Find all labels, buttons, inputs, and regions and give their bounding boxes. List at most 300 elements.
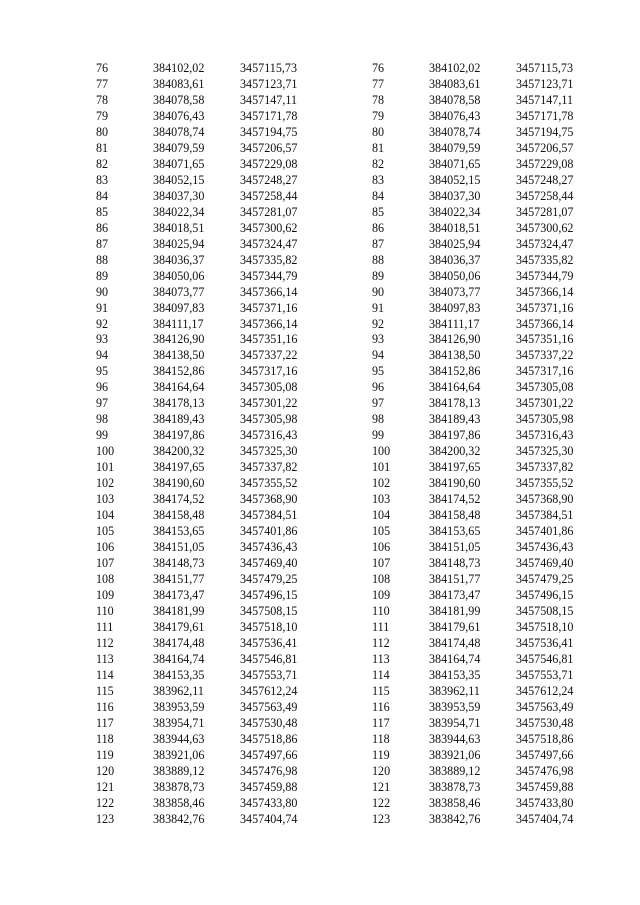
- point-number: 122: [96, 795, 115, 810]
- table-row: [88, 380, 320, 396]
- table-row: [364, 141, 596, 157]
- table-row: [88, 636, 320, 652]
- table-row: [364, 348, 596, 364]
- x-coordinate: 384189,43: [429, 412, 481, 427]
- table-row: [364, 812, 596, 828]
- x-coordinate: 384138,50: [429, 348, 481, 363]
- table-row: [88, 61, 320, 77]
- x-coordinate: 384102,02: [153, 61, 205, 75]
- y-coordinate: 3457335,82: [240, 252, 298, 267]
- x-coordinate: 384200,32: [153, 444, 205, 459]
- table-row: [88, 125, 320, 141]
- point-number: 117: [96, 715, 114, 730]
- table-row: [88, 684, 320, 700]
- x-coordinate: 384073,77: [429, 284, 481, 299]
- x-coordinate: 384174,48: [153, 635, 205, 650]
- point-number: 109: [96, 587, 115, 602]
- y-coordinate: 3457476,98: [516, 763, 574, 778]
- point-number: 94: [372, 348, 385, 363]
- table-row: [88, 157, 320, 173]
- y-coordinate: 3457368,90: [516, 492, 574, 507]
- point-number: 123: [372, 811, 391, 826]
- y-coordinate: 3457355,52: [516, 476, 574, 491]
- y-coordinate: 3457366,14: [240, 284, 298, 299]
- table-row: [88, 492, 320, 508]
- x-coordinate: 383889,12: [153, 763, 205, 778]
- table-row: [364, 716, 596, 732]
- y-coordinate: 3457518,10: [240, 619, 298, 634]
- x-coordinate: 383953,59: [429, 699, 481, 714]
- x-coordinate: 384151,05: [153, 540, 205, 555]
- point-number: 106: [372, 540, 391, 555]
- x-coordinate: 384083,61: [429, 76, 481, 91]
- y-coordinate: 3457553,71: [516, 667, 574, 682]
- y-coordinate: 3457325,30: [240, 444, 298, 459]
- y-coordinate: 3457518,86: [516, 731, 574, 746]
- point-number: 83: [96, 172, 109, 187]
- point-number: 82: [96, 156, 109, 171]
- point-number: 88: [372, 252, 385, 267]
- table-row: [364, 109, 596, 125]
- y-coordinate: 3457401,86: [516, 524, 574, 539]
- y-coordinate: 3457316,43: [240, 428, 298, 443]
- x-coordinate: 384025,94: [153, 236, 205, 251]
- point-number: 82: [372, 156, 385, 171]
- y-coordinate: 3457459,88: [240, 779, 298, 794]
- x-coordinate: 384151,05: [429, 540, 481, 555]
- point-number: 81: [96, 140, 109, 155]
- table-row: [88, 109, 320, 125]
- table-row: [364, 780, 596, 796]
- table-row: [88, 301, 320, 317]
- table-row: [364, 285, 596, 301]
- point-number: 116: [96, 699, 114, 714]
- x-coordinate: 384050,06: [429, 268, 481, 283]
- table-row: [364, 700, 596, 716]
- table-row: [88, 93, 320, 109]
- point-number: 92: [96, 316, 109, 331]
- point-number: 113: [372, 651, 390, 666]
- point-number: 95: [96, 364, 109, 379]
- point-number: 90: [372, 284, 385, 299]
- x-coordinate: 384083,61: [153, 76, 205, 91]
- table-row: [364, 460, 596, 476]
- y-coordinate: 3457384,51: [516, 508, 574, 523]
- table-row: [364, 317, 596, 333]
- point-number: 98: [96, 412, 109, 427]
- x-coordinate: 383842,76: [429, 811, 481, 826]
- y-coordinate: 3457258,44: [240, 188, 298, 203]
- table-row: [364, 620, 596, 636]
- table-row: [364, 636, 596, 652]
- y-coordinate: 3457536,41: [516, 635, 574, 650]
- table-row: [88, 253, 320, 269]
- x-coordinate: 384197,86: [429, 428, 481, 443]
- y-coordinate: 3457248,27: [240, 172, 298, 187]
- point-number: 109: [372, 587, 391, 602]
- point-number: 120: [372, 763, 391, 778]
- point-number: 107: [96, 556, 115, 571]
- table-row: [364, 237, 596, 253]
- point-number: 115: [96, 683, 114, 698]
- point-number: 108: [372, 572, 391, 586]
- x-coordinate: 383921,06: [429, 747, 481, 762]
- point-number: 76: [372, 61, 385, 75]
- x-coordinate: 384126,90: [429, 332, 481, 347]
- y-coordinate: 3457344,79: [516, 268, 574, 283]
- point-number: 94: [96, 348, 109, 363]
- table-row: [364, 524, 596, 540]
- x-coordinate: 384071,65: [429, 156, 481, 171]
- point-number: 103: [372, 492, 391, 507]
- y-coordinate: 3457518,10: [516, 619, 574, 634]
- table-row: [364, 572, 596, 588]
- y-coordinate: 3457305,98: [516, 412, 574, 427]
- x-coordinate: 384200,32: [429, 444, 481, 459]
- point-number: 101: [372, 460, 391, 475]
- y-coordinate: 3457351,16: [516, 332, 574, 347]
- table-row: [88, 396, 320, 412]
- x-coordinate: 384148,73: [429, 556, 481, 571]
- y-coordinate: 3457508,15: [516, 603, 574, 618]
- table-row: [88, 173, 320, 189]
- point-number: 118: [96, 731, 114, 746]
- x-coordinate: 383842,76: [153, 811, 205, 826]
- x-coordinate: 384164,74: [429, 651, 481, 666]
- y-coordinate: 3457229,08: [240, 156, 298, 171]
- y-coordinate: 3457351,16: [240, 332, 298, 347]
- point-number: 100: [372, 444, 391, 459]
- point-number: 87: [96, 236, 109, 251]
- table-row: [364, 396, 596, 412]
- table-row: [88, 189, 320, 205]
- y-coordinate: 3457530,48: [516, 715, 574, 730]
- table-row: [88, 780, 320, 796]
- y-coordinate: 3457171,78: [516, 108, 574, 123]
- point-number: 79: [372, 108, 385, 123]
- x-coordinate: 384178,13: [153, 396, 205, 411]
- x-coordinate: 384158,48: [429, 508, 481, 523]
- y-coordinate: 3457335,82: [516, 252, 574, 267]
- table-row: [364, 492, 596, 508]
- point-number: 91: [96, 300, 109, 315]
- x-coordinate: 383954,71: [153, 715, 205, 730]
- x-coordinate: 384138,50: [153, 348, 205, 363]
- x-coordinate: 383962,11: [153, 683, 204, 698]
- x-coordinate: 384037,30: [153, 188, 205, 203]
- point-number: 85: [372, 204, 385, 219]
- table-row: [88, 556, 320, 572]
- x-coordinate: 384164,74: [153, 651, 205, 666]
- table-row: [88, 588, 320, 604]
- point-number: 86: [96, 220, 109, 235]
- point-number: 79: [96, 108, 109, 123]
- table-row: [88, 476, 320, 492]
- x-coordinate: 384078,74: [153, 124, 205, 139]
- table-row: [364, 93, 596, 109]
- y-coordinate: 3457147,11: [240, 92, 297, 107]
- table-row: [364, 332, 596, 348]
- y-coordinate: 3457497,66: [516, 747, 574, 762]
- point-number: 112: [96, 635, 114, 650]
- y-coordinate: 3457337,82: [516, 460, 574, 475]
- table-row: [364, 652, 596, 668]
- x-coordinate: 384197,65: [153, 460, 205, 475]
- x-coordinate: 384174,48: [429, 635, 481, 650]
- y-coordinate: 3457479,25: [516, 572, 574, 586]
- x-coordinate: 384036,37: [153, 252, 205, 267]
- point-number: 86: [372, 220, 385, 235]
- point-number: 80: [96, 124, 109, 139]
- y-coordinate: 3457459,88: [516, 779, 574, 794]
- y-coordinate: 3457206,57: [240, 140, 298, 155]
- point-number: 92: [372, 316, 385, 331]
- y-coordinate: 3457115,73: [516, 61, 573, 75]
- y-coordinate: 3457496,15: [516, 587, 574, 602]
- table-row: [364, 668, 596, 684]
- point-number: 117: [372, 715, 390, 730]
- y-coordinate: 3457324,47: [240, 236, 298, 251]
- x-coordinate: 384037,30: [429, 188, 481, 203]
- table-row: [88, 77, 320, 93]
- table-row: [88, 444, 320, 460]
- table-row: [364, 444, 596, 460]
- table-row: [88, 269, 320, 285]
- y-coordinate: 3457612,24: [516, 683, 574, 698]
- y-coordinate: 3457123,71: [516, 76, 574, 91]
- x-coordinate: 384181,99: [429, 603, 481, 618]
- table-row: [364, 604, 596, 620]
- x-coordinate: 384022,34: [153, 204, 205, 219]
- point-number: 88: [96, 252, 109, 267]
- y-coordinate: 3457479,25: [240, 572, 298, 586]
- point-number: 113: [96, 651, 114, 666]
- table-row: [364, 508, 596, 524]
- point-number: 121: [372, 779, 391, 794]
- table-row: [364, 748, 596, 764]
- x-coordinate: 384197,65: [429, 460, 481, 475]
- point-number: 91: [372, 300, 385, 315]
- y-coordinate: 3457300,62: [516, 220, 574, 235]
- x-coordinate: 384076,43: [153, 108, 205, 123]
- x-coordinate: 383878,73: [429, 779, 481, 794]
- table-row: [88, 317, 320, 333]
- point-number: 111: [96, 619, 114, 634]
- y-coordinate: 3457508,15: [240, 603, 298, 618]
- table-row: [88, 205, 320, 221]
- x-coordinate: 383878,73: [153, 779, 205, 794]
- x-coordinate: 383962,11: [429, 683, 480, 698]
- y-coordinate: 3457194,75: [516, 124, 574, 139]
- y-coordinate: 3457384,51: [240, 508, 298, 523]
- x-coordinate: 383944,63: [153, 731, 205, 746]
- x-coordinate: 384025,94: [429, 236, 481, 251]
- table-row: [364, 476, 596, 492]
- x-coordinate: 384079,59: [153, 140, 205, 155]
- x-coordinate: 384052,15: [429, 172, 481, 187]
- y-coordinate: 3457337,82: [240, 460, 298, 475]
- y-coordinate: 3457171,78: [240, 108, 298, 123]
- x-coordinate: 384036,37: [429, 252, 481, 267]
- x-coordinate: 384097,83: [153, 300, 205, 315]
- point-number: 93: [372, 332, 385, 347]
- x-coordinate: 384153,65: [153, 524, 205, 539]
- x-coordinate: 384022,34: [429, 204, 481, 219]
- x-coordinate: 384174,52: [429, 492, 481, 507]
- y-coordinate: 3457248,27: [516, 172, 574, 187]
- y-coordinate: 3457229,08: [516, 156, 574, 171]
- x-coordinate: 384076,43: [429, 108, 481, 123]
- x-coordinate: 384079,59: [429, 140, 481, 155]
- x-coordinate: 384179,61: [429, 619, 481, 634]
- y-coordinate: 3457469,40: [240, 556, 298, 571]
- point-number: 89: [372, 268, 385, 283]
- x-coordinate: 384173,47: [429, 587, 481, 602]
- x-coordinate: 384197,86: [153, 428, 205, 443]
- x-coordinate: 384078,58: [153, 92, 205, 107]
- x-coordinate: 384102,02: [429, 61, 481, 75]
- point-number: 119: [372, 747, 390, 762]
- point-number: 90: [96, 284, 109, 299]
- point-number: 101: [96, 460, 115, 475]
- point-number: 104: [96, 508, 115, 523]
- point-number: 104: [372, 508, 391, 523]
- y-coordinate: 3457194,75: [240, 124, 298, 139]
- y-coordinate: 3457337,22: [516, 348, 574, 363]
- table-row: [88, 668, 320, 684]
- table-row: [88, 364, 320, 380]
- point-number: 106: [96, 540, 115, 555]
- y-coordinate: 3457404,74: [516, 811, 574, 826]
- table-row: [88, 428, 320, 444]
- x-coordinate: 384126,90: [153, 332, 205, 347]
- point-number: 114: [372, 667, 390, 682]
- coordinate-table-left: [88, 61, 320, 828]
- table-row: [88, 237, 320, 253]
- x-coordinate: 383953,59: [153, 699, 205, 714]
- y-coordinate: 3457563,49: [516, 699, 574, 714]
- y-coordinate: 3457301,22: [516, 396, 574, 411]
- y-coordinate: 3457305,98: [240, 412, 298, 427]
- y-coordinate: 3457371,16: [240, 300, 298, 315]
- table-row: [364, 221, 596, 237]
- x-coordinate: 384151,77: [429, 572, 481, 586]
- x-coordinate: 384071,65: [153, 156, 205, 171]
- table-row: [88, 620, 320, 636]
- y-coordinate: 3457355,52: [240, 476, 298, 491]
- point-number: 81: [372, 140, 385, 155]
- table-row: [88, 221, 320, 237]
- y-coordinate: 3457401,86: [240, 524, 298, 539]
- x-coordinate: 384152,86: [429, 364, 481, 379]
- point-number: 84: [372, 188, 385, 203]
- y-coordinate: 3457147,11: [516, 92, 573, 107]
- point-number: 114: [96, 667, 114, 682]
- x-coordinate: 383944,63: [429, 731, 481, 746]
- x-coordinate: 383858,46: [153, 795, 205, 810]
- y-coordinate: 3457433,80: [240, 795, 298, 810]
- x-coordinate: 384050,06: [153, 268, 205, 283]
- y-coordinate: 3457300,62: [240, 220, 298, 235]
- x-coordinate: 384078,74: [429, 124, 481, 139]
- y-coordinate: 3457518,86: [240, 731, 298, 746]
- table-row: [88, 524, 320, 540]
- point-number: 123: [96, 811, 115, 826]
- x-coordinate: 384179,61: [153, 619, 205, 634]
- y-coordinate: 3457433,80: [516, 795, 574, 810]
- x-coordinate: 383921,06: [153, 747, 205, 762]
- table-row: [88, 348, 320, 364]
- point-number: 108: [96, 572, 115, 586]
- table-row: [88, 604, 320, 620]
- y-coordinate: 3457530,48: [240, 715, 298, 730]
- x-coordinate: 384153,35: [429, 667, 481, 682]
- table-row: [364, 364, 596, 380]
- coordinate-table-right: [364, 61, 596, 828]
- point-number: 119: [96, 747, 114, 762]
- table-row: [364, 189, 596, 205]
- x-coordinate: 384178,13: [429, 396, 481, 411]
- x-coordinate: 384111,17: [153, 316, 204, 331]
- y-coordinate: 3457476,98: [240, 763, 298, 778]
- y-coordinate: 3457281,07: [240, 204, 298, 219]
- point-number: 111: [372, 619, 390, 634]
- table-row: [88, 540, 320, 556]
- point-number: 121: [96, 779, 115, 794]
- y-coordinate: 3457115,73: [240, 61, 297, 75]
- y-coordinate: 3457546,81: [240, 651, 298, 666]
- point-number: 110: [372, 603, 390, 618]
- point-number: 77: [96, 76, 109, 91]
- point-number: 97: [372, 396, 385, 411]
- point-number: 98: [372, 412, 385, 427]
- point-number: 95: [372, 364, 385, 379]
- y-coordinate: 3457281,07: [516, 204, 574, 219]
- point-number: 110: [96, 603, 114, 618]
- x-coordinate: 384153,65: [429, 524, 481, 539]
- y-coordinate: 3457536,41: [240, 635, 298, 650]
- x-coordinate: 384174,52: [153, 492, 205, 507]
- table-row: [364, 253, 596, 269]
- x-coordinate: 384078,58: [429, 92, 481, 107]
- x-coordinate: 384018,51: [429, 220, 481, 235]
- x-coordinate: 383858,46: [429, 795, 481, 810]
- y-coordinate: 3457563,49: [240, 699, 298, 714]
- point-number: 85: [96, 204, 109, 219]
- table-row: [364, 125, 596, 141]
- table-row: [364, 684, 596, 700]
- point-number: 80: [372, 124, 385, 139]
- point-number: 93: [96, 332, 109, 347]
- table-row: [364, 540, 596, 556]
- point-number: 76: [96, 61, 109, 75]
- table-row: [88, 764, 320, 780]
- x-coordinate: 384164,64: [429, 380, 481, 395]
- point-number: 115: [372, 683, 390, 698]
- table-row: [88, 812, 320, 828]
- point-number: 107: [372, 556, 391, 571]
- table-row: [364, 588, 596, 604]
- y-coordinate: 3457368,90: [240, 492, 298, 507]
- point-number: 77: [372, 76, 385, 91]
- y-coordinate: 3457546,81: [516, 651, 574, 666]
- x-coordinate: 384148,73: [153, 556, 205, 571]
- x-coordinate: 383889,12: [429, 763, 481, 778]
- point-number: 87: [372, 236, 385, 251]
- x-coordinate: 384151,77: [153, 572, 205, 586]
- point-number: 112: [372, 635, 390, 650]
- table-row: [364, 301, 596, 317]
